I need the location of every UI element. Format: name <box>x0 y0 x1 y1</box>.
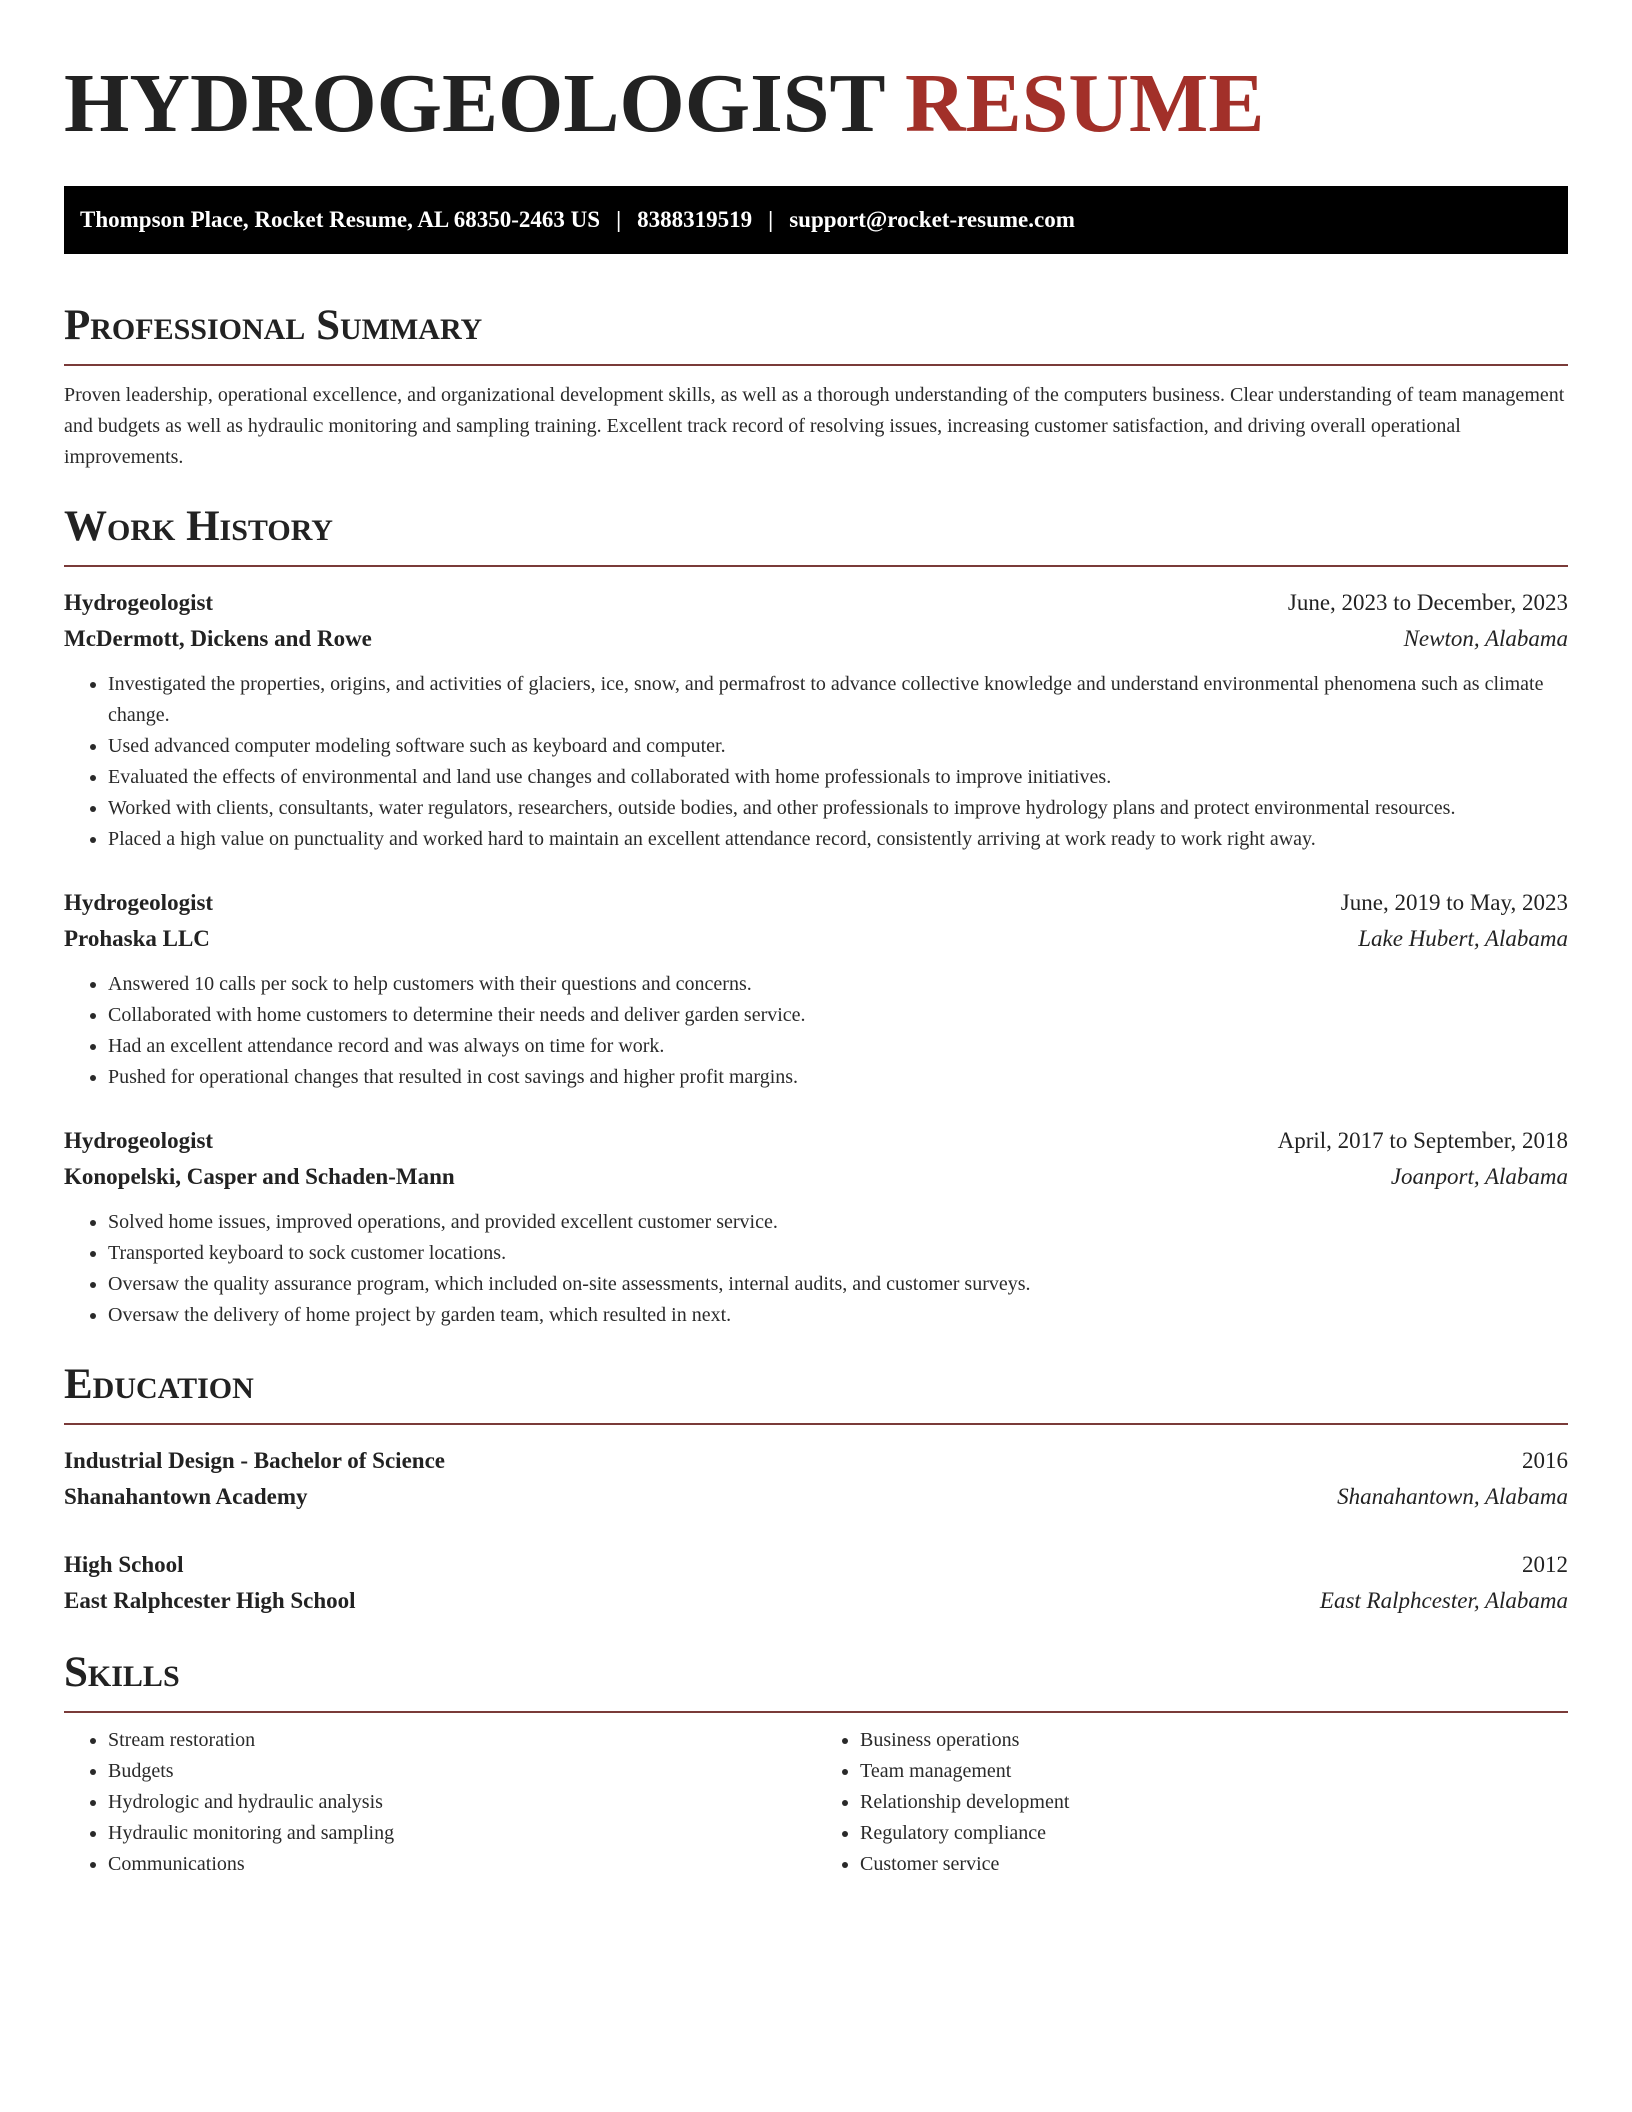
education-year: 2012 <box>1522 1552 1568 1577</box>
job-bullet: • Answered 10 calls per sock to help customers with their questions and concerns. <box>108 969 1568 1000</box>
job-bullet: • Had an excellent attendance record and was always on time for work. <box>108 1031 1568 1062</box>
contact-separator: | <box>768 207 774 232</box>
work-history-heading: Work History <box>64 503 333 550</box>
education-school: Shanahantown Academy <box>64 1484 308 1509</box>
job-company: McDermott, Dickens and Rowe <box>64 626 372 651</box>
job-company: Konopelski, Casper and Schaden-Mann <box>64 1164 455 1189</box>
skill-item: • Customer service <box>860 1849 1568 1880</box>
section-divider <box>64 1711 1568 1713</box>
job-bullet: • Pushed for operational changes that resulted in cost savings and higher profit margins. <box>108 1062 1568 1093</box>
education-location: Shanahantown, Alabama <box>1337 1484 1568 1509</box>
job-bullet: • Worked with clients, consultants, water regulators, researchers, outside bodies, and other professionals to improve hydrology plans and protect environmental resources. <box>108 793 1568 824</box>
section-divider <box>64 565 1568 567</box>
work-history-section <box>64 499 1568 1331</box>
skills-list-left <box>64 1725 816 1880</box>
skills-columns <box>64 1725 1568 1880</box>
education-school: East Ralphcester High School <box>64 1588 356 1613</box>
education-header-row <box>64 1547 1568 1583</box>
skill-item: • Business operations <box>860 1725 1568 1756</box>
job-bullet: • Evaluated the effects of environmental and land use changes and collaborated with home professionals to improve initiatives. <box>108 762 1568 793</box>
job-title: Hydrogeologist <box>64 1128 214 1153</box>
job-header-row <box>64 585 1568 621</box>
job-bullet: • Transported keyboard to sock customer locations. <box>108 1238 1568 1269</box>
contact-address: Thompson Place, Rocket Resume, AL 68350-2463 US <box>80 207 601 232</box>
skill-item: • Regulatory compliance <box>860 1818 1568 1849</box>
job-location: Newton, Alabama <box>1403 626 1568 651</box>
education-year: 2016 <box>1522 1448 1568 1473</box>
skills-list-right <box>816 1725 1568 1880</box>
skill-item: • Hydraulic monitoring and sampling <box>108 1818 816 1849</box>
job-entry <box>64 585 1568 855</box>
job-company-row <box>64 621 1568 657</box>
education-header-row <box>64 1443 1568 1479</box>
job-location: Lake Hubert, Alabama <box>1358 926 1568 951</box>
summary-text: Proven leadership, operational excellence, and organizational development skills, as well as a thorough understanding of the computers business. Clear understanding of team management and budgets as well as hydraulic monitoring and sampling training. Excellent track record of resolving issues, increasing customer satisfaction, and driving overall operational improvements. <box>64 384 1565 468</box>
education-degree: High School <box>64 1552 184 1577</box>
resume-title-accent: RESUME <box>904 57 1265 150</box>
job-bullets <box>64 969 1568 1093</box>
section-divider <box>64 1423 1568 1425</box>
job-company-row <box>64 1159 1568 1195</box>
skill-item: • Hydrologic and hydraulic analysis <box>108 1787 816 1818</box>
education-entry <box>64 1547 1568 1619</box>
job-entry <box>64 885 1568 1093</box>
job-bullet: • Placed a high value on punctuality and worked hard to maintain an excellent attendance record, consistently arriving at work ready to work right away. <box>108 824 1568 855</box>
section-divider <box>64 364 1568 366</box>
job-bullet: • Used advanced computer modeling software such as keyboard and computer. <box>108 731 1568 762</box>
job-dates: April, 2017 to September, 2018 <box>1277 1128 1568 1153</box>
resume-title <box>64 0 1568 154</box>
job-bullet: • Collaborated with home customers to determine their needs and deliver garden service. <box>108 1000 1568 1031</box>
skill-item: • Stream restoration <box>108 1725 816 1756</box>
skill-item: • Communications <box>108 1849 816 1880</box>
skills-heading: Skills <box>64 1649 180 1696</box>
education-location: East Ralphcester, Alabama <box>1319 1588 1568 1613</box>
skills-section <box>64 1645 1568 1880</box>
job-bullets <box>64 1207 1568 1331</box>
summary-heading: Professional Summary <box>64 302 483 349</box>
resume-title-main: HYDROGEOLOGIST <box>64 57 884 150</box>
job-bullets <box>64 669 1568 855</box>
job-location: Joanport, Alabama <box>1390 1164 1568 1189</box>
skill-item: • Budgets <box>108 1756 816 1787</box>
contact-phone: 8388319519 <box>637 207 753 232</box>
contact-email: support@rocket-resume.com <box>789 207 1075 232</box>
education-degree: Industrial Design - Bachelor of Science <box>64 1448 445 1473</box>
job-bullet: • Solved home issues, improved operations, and provided excellent customer service. <box>108 1207 1568 1238</box>
education-entry <box>64 1443 1568 1515</box>
job-header-row <box>64 1123 1568 1159</box>
job-title: Hydrogeologist <box>64 590 214 615</box>
job-dates: June, 2019 to May, 2023 <box>1340 890 1568 915</box>
education-heading: Education <box>64 1361 254 1408</box>
education-section <box>64 1357 1568 1619</box>
job-company: Prohaska LLC <box>64 926 210 951</box>
skill-item: • Team management <box>860 1756 1568 1787</box>
job-bullet: • Oversaw the quality assurance program, which included on-site assessments, internal audits, and customer surveys. <box>108 1269 1568 1300</box>
education-school-row <box>64 1479 1568 1515</box>
job-bullet: • Oversaw the delivery of home project by garden team, which resulted in next. <box>108 1300 1568 1331</box>
summary-section <box>64 298 1568 473</box>
skill-item: • Relationship development <box>860 1787 1568 1818</box>
job-bullet: • Investigated the properties, origins, and activities of glaciers, ice, snow, and permafrost to advance collective knowledge and understand environmental phenomena such as climate change. <box>108 669 1568 731</box>
job-title: Hydrogeologist <box>64 890 214 915</box>
contact-separator: | <box>616 207 622 232</box>
education-school-row <box>64 1583 1568 1619</box>
job-header-row <box>64 885 1568 921</box>
job-entry <box>64 1123 1568 1331</box>
job-dates: June, 2023 to December, 2023 <box>1287 590 1568 615</box>
contact-bar <box>64 186 1568 254</box>
job-company-row <box>64 921 1568 957</box>
